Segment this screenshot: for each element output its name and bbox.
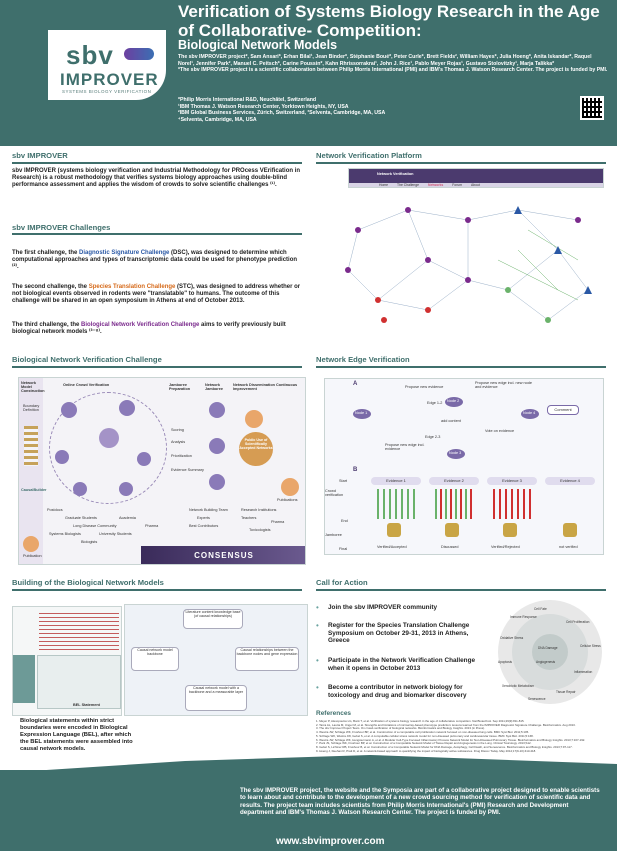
crowd-verification-label: Crowd verification [325, 489, 344, 497]
section-divider [316, 162, 606, 164]
audience-label: Best Contributors [189, 524, 219, 528]
wheel-label: Tissue Repair [556, 690, 576, 694]
graph-node[interactable] [465, 217, 471, 223]
analysis-label: Analysis [171, 440, 186, 444]
edge-verification-diagram [324, 378, 604, 555]
jamboree-node [209, 402, 225, 418]
audience-label: Pharma [271, 520, 285, 524]
propose-edge-node-label: Propose new edge incl. new node and evidence [475, 381, 532, 389]
reference-item: 8. Gebel S, Lichtner RB, Frushour B, et al. Construction of a Computable Network Model for DNA Damage, Autophagy, Cell Death, and Senescence. Bioinformatics and Biology Insights. 2013;7:97-117. [316, 744, 573, 749]
section-divider [12, 233, 302, 235]
qr-code-icon[interactable] [580, 96, 604, 120]
evidence-summary-label: Evidence Summary [171, 468, 204, 472]
contributor-node [137, 452, 151, 466]
propose-evidence-label: Propose new evidence [405, 385, 444, 389]
wheel-label: Cell Fate [534, 607, 547, 611]
challenge-text: The second challenge, the [12, 284, 89, 290]
publications-node [281, 478, 299, 496]
bnvc-diagram [18, 377, 306, 565]
graph-node[interactable] [575, 217, 581, 223]
vote-label: Vote on evidence [485, 429, 515, 433]
section-divider [12, 589, 302, 591]
nav-about[interactable]: About [470, 183, 480, 187]
challenge-dsc-paragraph [12, 250, 304, 272]
graph-edges [348, 210, 588, 320]
wheel-label: Cellular Stress [580, 644, 601, 648]
edge-label: Edge 2-3 [425, 435, 441, 439]
reference-item: 1. Meyer P, Alexopoulos LG, Bonk T, et al. Verification of systems biology research in the age of collaborative competition. Nat Biotechnol. Sep 2011;29(9):811-815. [316, 719, 525, 723]
start-label: Start [339, 479, 348, 483]
site-name: Network Verification [377, 172, 414, 176]
affiliation-item: ¹IBM Thomas J. Watson Research Center, Yorktown Heights, NY, USA [178, 103, 349, 110]
website-link[interactable]: www.sbvimprover.com [276, 836, 385, 847]
evidence-3-header: Evidence 3 [487, 477, 537, 485]
network-assembly-figure [124, 604, 308, 716]
audience-label: Pharma [145, 524, 159, 528]
bel-table [37, 655, 121, 709]
wheel-label: Oxidative Stress [500, 636, 524, 640]
nav-networks[interactable]: Networks [428, 183, 444, 187]
reference-item: 3. The sbv Improver Project Team. On crowd-verification of biological networks. Bioinformatics and Biology Insights. 2013 (in Press). [316, 726, 485, 731]
graph-nodes [345, 206, 592, 323]
cta-register-symposium[interactable]: Register for the Species Translation Challenge Symposium on October 29-31, 2013 in Athens, Greece [328, 622, 470, 645]
section-title-platform: Network Verification Platform [316, 151, 422, 160]
graph-node[interactable] [345, 267, 351, 273]
affiliation-item: *Philip Morris International R&D, Neuchâtel, Switzerland [178, 97, 317, 103]
scoring-label: Scoring [171, 428, 184, 432]
lock-icon [387, 523, 401, 537]
challenge-text: The third challenge, the [12, 322, 82, 328]
dsc-highlight: Diagnostic Signature Challenge [79, 250, 170, 256]
cta-join-community[interactable]: Join the sbv IMPROVER community [328, 604, 438, 611]
lock-icon [503, 523, 517, 537]
audience-label: Experts [197, 516, 210, 520]
audience-label: Academia [119, 516, 136, 520]
publication-label: Publication [23, 554, 42, 558]
column-header: Online Crowd Verification [63, 383, 110, 387]
column-header: Jamboree Preparation [169, 383, 191, 391]
challenge-text: aims to verify previously built biological network models ⁽³⁻⁸⁾. [12, 322, 286, 336]
propose-edge-evidence-label: Propose new edge incl. evidence [385, 443, 425, 451]
reference-list [316, 720, 606, 753]
end-label: End [341, 519, 348, 523]
reference-item: 2. Tarca AL, Lauria M, Unger M, et al. Strengths and limitations of microarray-based phenotype prediction: lessons learned from the IMPROVER Diagnostic Signature Challenge. Bioinformatics. Aug 2013. [316, 722, 576, 727]
knowledge-base-box: Literature content knowledge base (of causal relationships) [183, 609, 243, 629]
site-nav [349, 183, 604, 188]
nav-forum[interactable]: Forum [452, 183, 463, 187]
wheel-label: Cell Proliferation [566, 620, 590, 624]
outcome-label: not verified [559, 545, 578, 549]
comment-bubble[interactable]: Comment [547, 405, 579, 415]
column-header: Network Dissemination Continuous Improvement [233, 383, 298, 391]
funding-note: *The sbv IMPROVER project is a scientific collaboration between Philip Morris International (PMI) and IBM's Thomas J. Watson Research Center. The project is funded by PMI. [178, 67, 608, 74]
lock-icon [445, 523, 459, 537]
panel-b-label: B [353, 467, 358, 473]
reference-item: 9. Hoeng J, Deehan R, Pratt D, et al. A network-based approach to quantifying the impact of biologically active substances. Drug Discov Today. May 2012;17(9-10):413-418. [316, 748, 537, 753]
graph-node[interactable] [405, 207, 411, 213]
audience-label: Postdocs [47, 508, 63, 512]
challenge-text: (DSC), was designed to determine which computational approaches and types of transcriptomic data could be used for phenotype prediction ⁽²⁾. [12, 250, 298, 271]
audience-label: Research Institutions [241, 508, 277, 512]
node-label: Node 2 [447, 399, 460, 403]
challenge-text: (STC), was designed to address whether or not biological events observed in rodents were "translatable" to humans. The outcome of this challenge will be shared in an open symposium in Athens at end of October 2013. [12, 284, 301, 305]
network-graph[interactable] [318, 190, 608, 340]
wheel-label: Immune Response [510, 615, 537, 619]
stc-highlight: Species Translation Challenge [88, 284, 176, 290]
poster-header [0, 0, 617, 146]
logo-wordmark: IMPROVER [60, 70, 159, 89]
section-title-cta: Call for Action [316, 578, 368, 587]
boundary-definition-label: Boundary Definition [23, 404, 40, 412]
platform-site-header[interactable] [348, 168, 604, 188]
graph-node[interactable] [355, 227, 361, 233]
bullet-icon: • [316, 656, 319, 665]
poster-subtitle: Biological Network Models [178, 38, 338, 52]
reference-item: 5. Schlage WK, Westra JW, Gebel S, et al. A computable cellular stress network model for non-diseased pulmonary and cardiovascular tissue. BMC Syst Biol. 2011;5:168. [316, 733, 534, 738]
sbv-improver-logo [48, 30, 166, 100]
vote-marks [377, 489, 417, 519]
network-type-column [13, 655, 35, 703]
footer-disclaimer: The sbv IMPROVER project, the website and the Symposia are part of a collaborative project designed to enable scientists to learn about and contribute to the development of a new crowd sourcing method for verification of scientific data and results. The project team includes scientists from Philip Morris International's (PMI) Research and Development department and IBM's Thomas J. Watson Research Center. The project is funded by PMI. [240, 787, 600, 817]
audience-label: Biologists [81, 540, 98, 544]
wheel-center [532, 634, 568, 670]
affiliation-item: ²IBM Global Business Services, Zürich, Switzerland, ³Selventa, Cambridge, MA, USA [178, 110, 386, 117]
final-label: Final [339, 547, 348, 551]
backbone-box: Causal network model backbone [131, 647, 179, 671]
logo-tagline: SYSTEMS BIOLOGY VERIFICATION [62, 89, 152, 94]
node-label: Node 1 [355, 411, 368, 415]
consensus-banner: CONSENSUS [141, 546, 306, 565]
column-header: Network Model Construction [21, 381, 45, 393]
literature-stack-icon [24, 426, 38, 466]
graph-node[interactable] [375, 297, 381, 303]
evidence-2-header: Evidence 2 [429, 477, 479, 485]
reference-item: 4. Westra JW, Schlage WK, Frushour BP, et al. Construction of a computable cell proliferation network focused on non-diseased lung cells. BMC Syst Biol. 2011;5:105. [316, 730, 530, 735]
bullet-icon: • [316, 621, 319, 630]
vote-marks [435, 489, 475, 519]
graph-node[interactable] [545, 317, 551, 323]
challenge-stc-paragraph [12, 284, 304, 306]
outcome-label: Verified/Rejected [491, 545, 520, 549]
graph-node[interactable] [381, 317, 387, 323]
sbv-improver-intro: sbv IMPROVER (systems biology verification and Industrial Methodology for PROcess VErification in Research) is a robust methodology that verifies systems biology approaches using double-blind performance assessment and applies the wisdom of crowds to solve scientific challenges ⁽¹⁾. [12, 168, 301, 189]
causalbuilder-label: CausalBuilder [21, 488, 47, 492]
audience-label: Graduate Students [65, 516, 97, 520]
section-title-edge: Network Edge Verification [316, 355, 410, 364]
final-network-box: Causal network model with a backbone and a measurable layer [185, 685, 247, 711]
wheel-label: Inflammation [574, 670, 593, 674]
section-divider [12, 162, 302, 164]
logo-brand-text: sbv [66, 40, 114, 70]
panel-a-label: A [353, 381, 358, 387]
graph-node[interactable] [584, 286, 592, 294]
contributor-node [119, 482, 133, 496]
challenge-bnvc-paragraph [12, 322, 304, 336]
bel-statement-label: BEL Statement [73, 703, 100, 707]
column-header: Network Jamboree [205, 383, 223, 391]
graph-node[interactable] [465, 277, 471, 283]
wheel-label: Angiogenesis [536, 660, 556, 664]
bullet-icon: • [316, 603, 319, 612]
outcome-label: Verified/Accepted [377, 545, 407, 549]
section-title-sbv-improver: sbv IMPROVER [12, 151, 68, 160]
node-label: Node 4 [523, 411, 536, 415]
gene-expression-box: Causal relationships between the backbone nodes and gene expression [235, 647, 299, 671]
author-list [178, 54, 608, 74]
contributor-node [73, 482, 87, 496]
graph-node[interactable] [514, 206, 522, 214]
wheel-label: Senescence [528, 697, 546, 701]
contributor-node [119, 400, 135, 416]
jamboree-node [209, 438, 225, 454]
dissemination-node [245, 410, 263, 428]
graph-node[interactable] [425, 257, 431, 263]
audience-label: Long Disease Community [73, 524, 117, 528]
evidence-1-header: Evidence 1 [371, 477, 421, 485]
building-description: Biological statements within strict boundaries were encoded in Biological Expression Language (BEL), after which the BEL statements were assembled into causal network models. [20, 718, 133, 752]
section-title-building: Building of the Biological Network Models [12, 578, 164, 587]
cta-participate-challenge[interactable]: Participate in the Network Verification Challenge when it opens in October 2013 [328, 657, 476, 672]
prioritization-label: Prioritization [171, 454, 192, 458]
reference-item: 7. Park JS, Schlage WK, Frushour BP, et al. Construction of a Computable Network Model of Tissue Repair and Angiogenesis in the Lung. Clinical Toxicology. 2013;S12. [316, 741, 532, 746]
audience-label: Toxicologists [249, 528, 271, 532]
audience-label: Teachers [241, 516, 257, 520]
cta-become-contributor[interactable]: Become a contributor in network biology for toxicology and drug and biomarker discovery [328, 684, 467, 699]
wheel-label: DNA Damage [538, 646, 558, 650]
section-divider [12, 366, 302, 368]
add-content-label: add content [441, 419, 461, 423]
public-use-node: Public Use of Scientifically Accepted Networks [239, 432, 273, 466]
wheel-label: Apoptosis [498, 660, 512, 664]
section-divider [316, 366, 606, 368]
audience-label: University Students [99, 532, 132, 536]
jamboree-label: Jamboree [325, 533, 342, 537]
graph-node[interactable] [505, 287, 511, 293]
poster-title: Verification of Systems Biology Research in the Age of Collaborative- Competition: [178, 2, 600, 40]
publication-icon [23, 536, 39, 552]
wheel-label: Xenobiotic Metabolism [502, 684, 535, 688]
section-divider [316, 589, 606, 591]
audience-label: Network Building Team [189, 508, 228, 512]
authors-text: The sbv IMPROVER project*, Sam Ansari*, Erhan Bilal¹, Jean Binder*, Stéphanie Boué*, Peter Curle*, Brett Fields², William Hayes*, Julia Hoeng*, Anita Iskandar*, Raquel Norel¹, Jennifer Park², Manuel C. Peitsch*, Carine Poussin*, Kahn Rhrissorrakrai¹, John J. Rice¹, Pablo Meyer Rojas¹, Gustavo Stolovitzky¹, Marja Talikka* [178, 54, 592, 67]
affiliations [178, 97, 568, 123]
node-label: Node 3 [449, 451, 462, 455]
graph-node[interactable] [425, 307, 431, 313]
contributor-node [61, 402, 77, 418]
bel-statement-figure [12, 606, 122, 716]
publications-label: Publications [277, 498, 298, 502]
affiliation-item: ⁴Selventa, Cambridge, MA, USA [178, 116, 257, 123]
evidence-4-header: Evidence 4 [545, 477, 595, 485]
statement-list [39, 613, 119, 653]
edge-label: Edge 1-2 [427, 401, 443, 405]
section-title-challenges: sbv IMPROVER Challenges [12, 223, 111, 232]
outcome-label: Discussed [441, 545, 459, 549]
challenge-text: The first challenge, the [12, 250, 80, 256]
section-title-references: References [316, 710, 352, 717]
logo-swirl-icon [124, 48, 154, 60]
nav-home[interactable]: Home [379, 183, 389, 187]
contributor-node [99, 428, 119, 448]
section-title-bnvc: Biological Network Verification Challenge [12, 355, 162, 364]
vote-marks [493, 489, 533, 519]
contributor-node [55, 450, 69, 464]
nav-challenge[interactable]: The Challenge [397, 183, 420, 187]
jamboree-node [209, 474, 225, 490]
bnvc-highlight: Biological Network Verification Challenge [81, 322, 200, 328]
lock-icon [563, 523, 577, 537]
reference-item: 6. Westra JW, Schlage WK, Hengstermann A, et al. A Modular Cell-Type Focused Inflammatory Process Network Model for Non-Diseased Pulmonary Tissue. Bioinformatics and Biology Insights. 2013;7:167-192. [316, 737, 586, 742]
audience-label: Systems Biologists [49, 532, 81, 536]
bullet-icon: • [316, 683, 319, 692]
